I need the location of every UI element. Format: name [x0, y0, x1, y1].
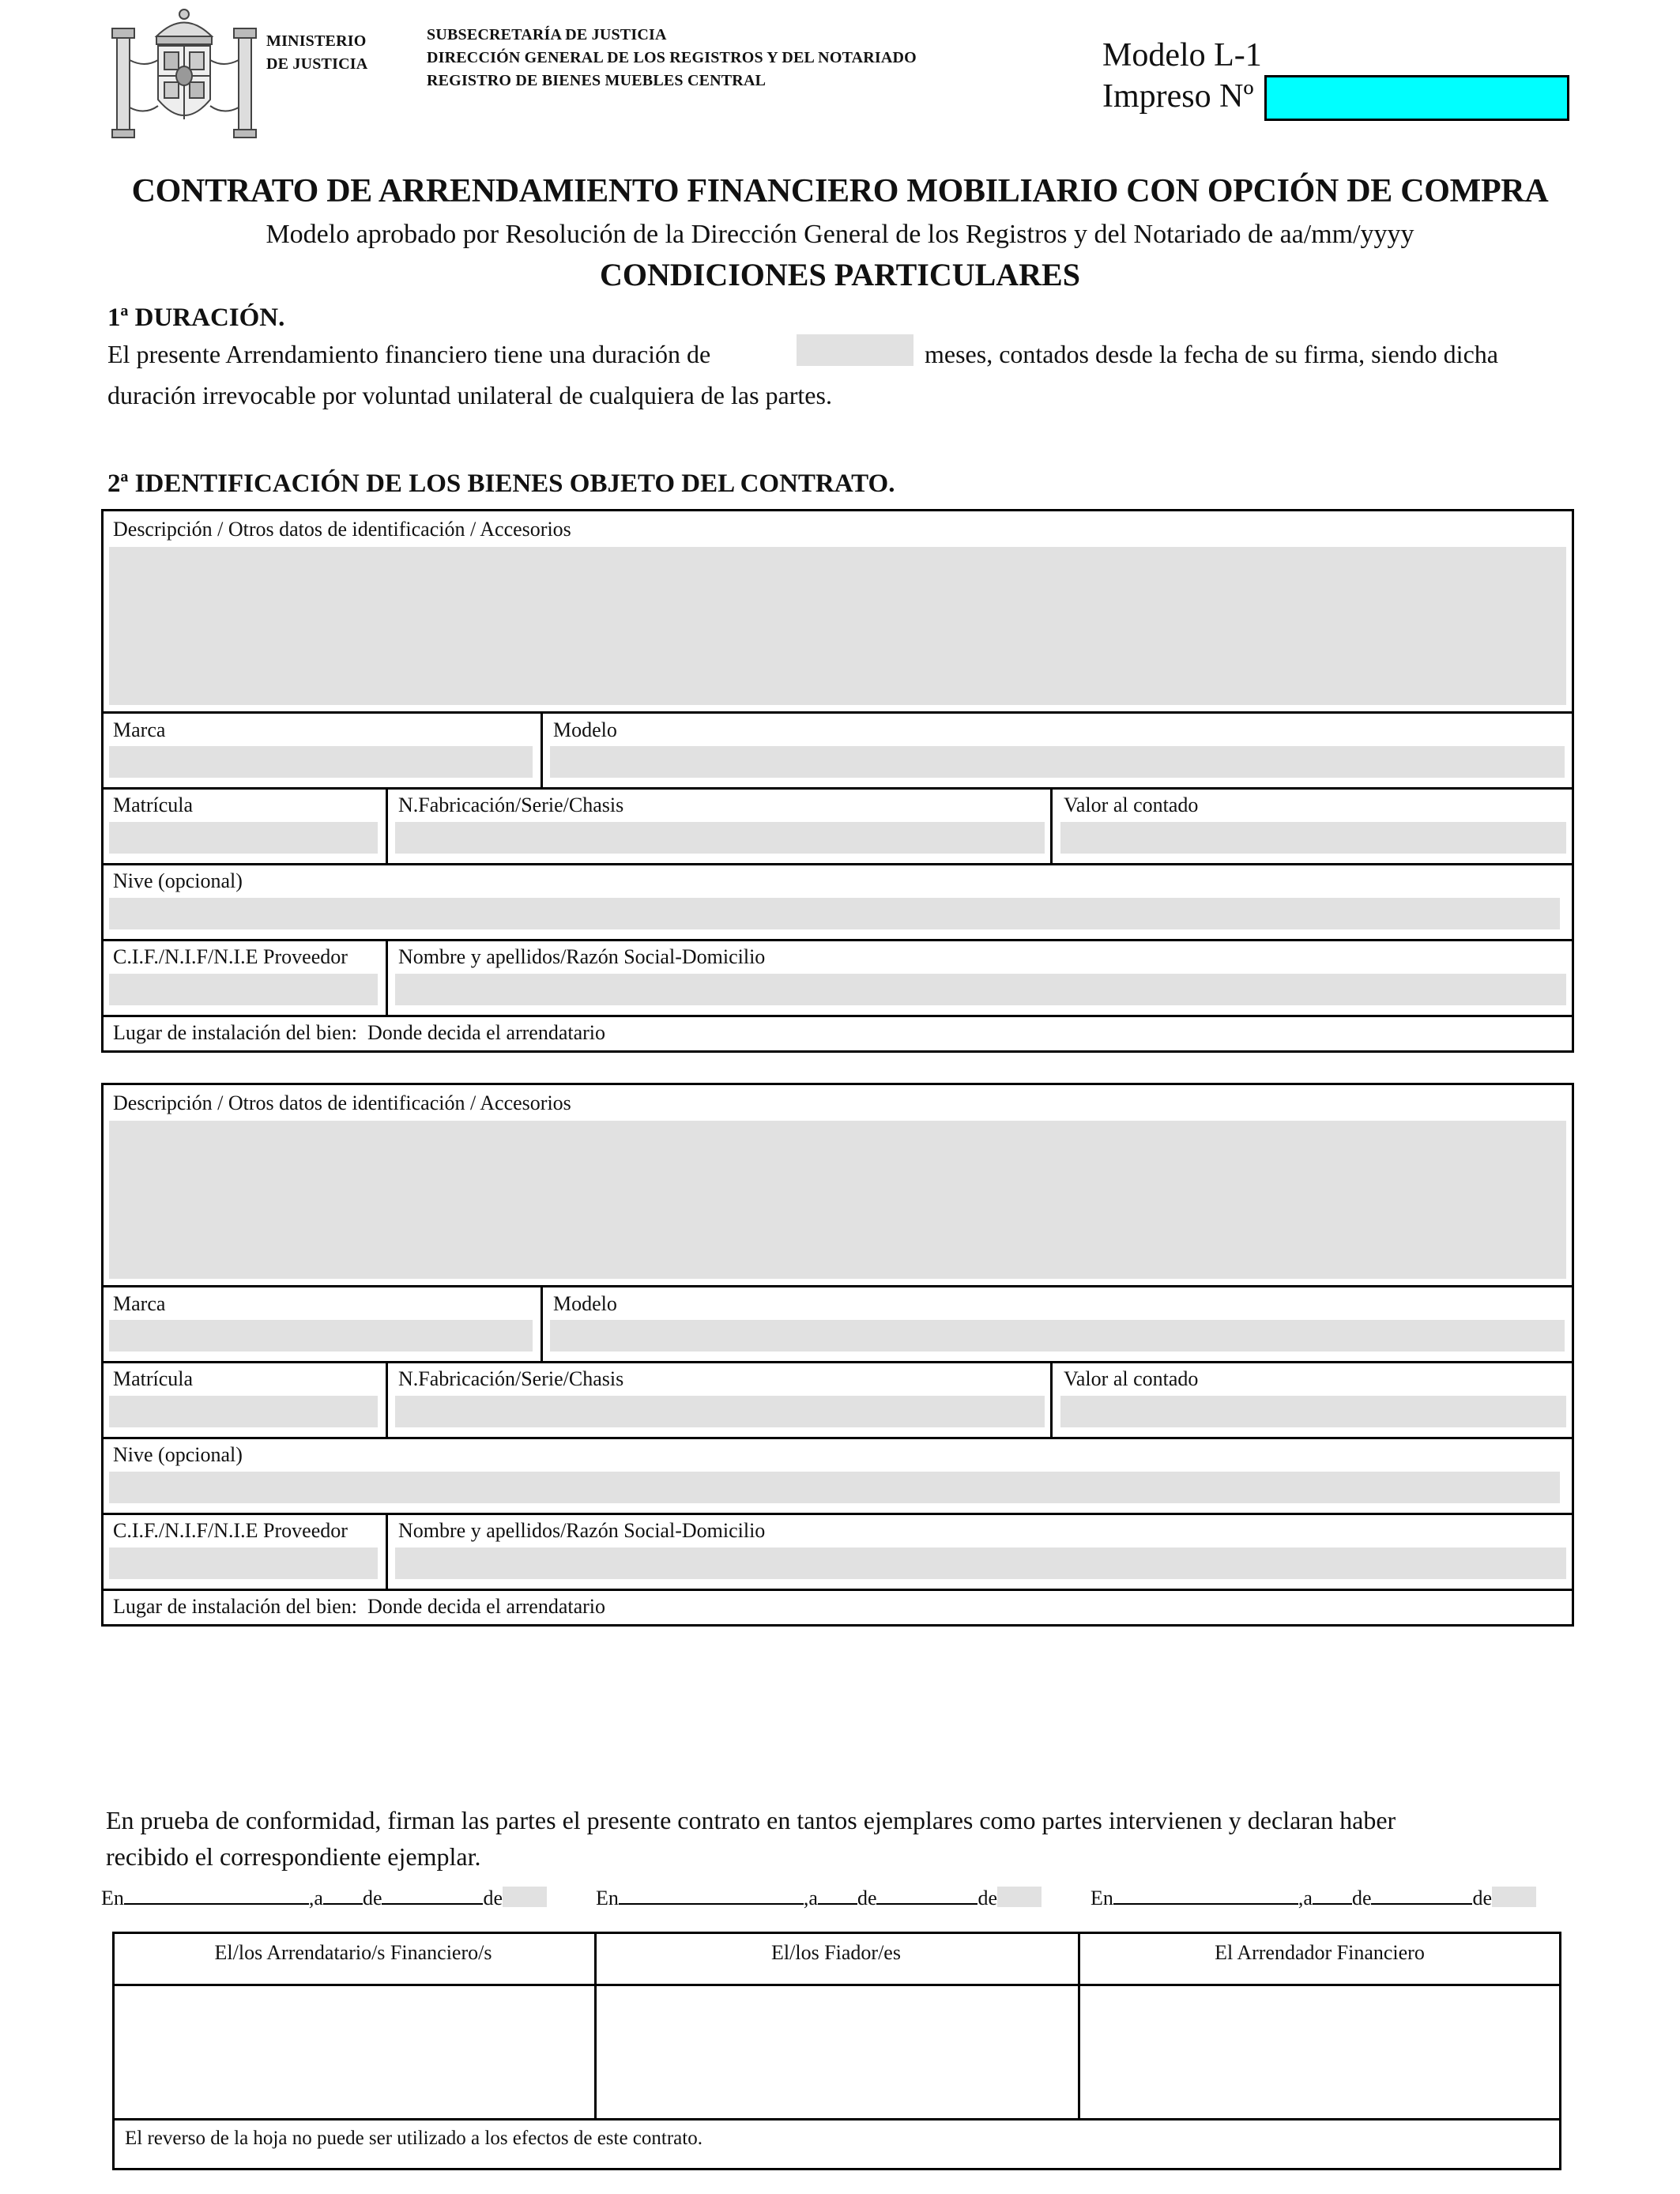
bien-1-valor-field[interactable]	[1060, 822, 1566, 854]
bien-1-modelo-field[interactable]	[550, 746, 1565, 778]
signatures-footer-note: El reverso de la hoja no puede ser utilizado a los efectos de este contrato.	[125, 2128, 703, 2149]
bien-1-descripcion-label: Descripción / Otros datos de identificación / Accesorios	[113, 518, 571, 541]
bien-2-marca-label: Marca	[113, 1292, 166, 1315]
bien-1-fabricacion-field[interactable]	[395, 822, 1045, 854]
bien-2-cif-label: C.I.F./N.I.F/N.I.E Proveedor	[113, 1519, 348, 1542]
date-2-de-1: de	[857, 1887, 877, 1909]
date-field-3[interactable]	[1090, 1886, 1536, 1910]
conformidad-line-1: En prueba de conformidad, firman las partes el presente contrato en tantos ejemplares como partes intervienen y declaran haber	[106, 1806, 1396, 1834]
signature-area-fiador[interactable]	[599, 1985, 1073, 2115]
modelo-label: Modelo L-1	[1102, 37, 1262, 74]
bien-1-marca-field[interactable]	[109, 746, 533, 778]
bien-1-nombre-field[interactable]	[395, 974, 1566, 1005]
bien-1-valor-label: Valor al contado	[1064, 794, 1199, 816]
bien-2-nombre-label: Nombre y apellidos/Razón Social-Domicilio	[398, 1519, 766, 1542]
date-1-de-2: de	[483, 1887, 503, 1909]
date-3-a: ,a	[1298, 1887, 1313, 1909]
bien-2-nive-field[interactable]	[109, 1472, 1560, 1503]
conditions-title: CONDICIONES PARTICULARES	[600, 257, 1080, 292]
bien-2-valor-label: Valor al contado	[1064, 1367, 1199, 1390]
duracion-text-before: El presente Arrendamiento financiero tiene una duración de	[107, 340, 711, 368]
bien-1-modelo-label: Modelo	[553, 718, 617, 741]
bien-2-modelo-label: Modelo	[553, 1292, 617, 1315]
bien-1-lugar	[113, 1021, 605, 1045]
date-3-de-2: de	[1472, 1887, 1493, 1909]
impreso-number-field[interactable]	[1264, 75, 1569, 121]
bien-1-matricula-field[interactable]	[109, 822, 378, 854]
date-1-de-1: de	[362, 1887, 382, 1909]
ministry-name	[266, 30, 367, 76]
date-field-2[interactable]	[596, 1886, 1042, 1910]
date-1-a: ,a	[308, 1887, 323, 1909]
dept-line-2: DIRECCIÓN GENERAL DE LOS REGISTROS Y DEL NOTARIADO	[427, 49, 917, 66]
bien-2-descripcion-label: Descripción / Otros datos de identificación / Accesorios	[113, 1091, 571, 1114]
bien-2-descripcion-field[interactable]	[109, 1121, 1566, 1279]
date-2-de-2: de	[977, 1887, 998, 1909]
signature-header-fiador: El/los Fiador/es	[771, 1941, 901, 1964]
bien-2-fabricacion-label: N.Fabricación/Serie/Chasis	[398, 1367, 624, 1390]
date-3-de-1: de	[1351, 1887, 1372, 1909]
bien-1-matricula-label: Matrícula	[113, 794, 194, 816]
duracion-months-field[interactable]	[797, 334, 913, 366]
bien-2-nive-label: Nive (opcional)	[113, 1443, 243, 1466]
duracion-heading: 1ª DURACIÓN.	[107, 303, 285, 332]
bien-2-cif-field[interactable]	[109, 1547, 378, 1579]
document-subtitle: Modelo aprobado por Resolución de la Dirección General de los Registros y del Notariado de aa/mm/yyyy	[266, 220, 1414, 249]
date-1-en: En	[101, 1887, 124, 1909]
bien-1-nombre-label: Nombre y apellidos/Razón Social-Domicilio	[398, 945, 766, 968]
bien-2-nombre-field[interactable]	[395, 1547, 1566, 1579]
signature-header-arrendador: El Arrendador Financiero	[1215, 1941, 1425, 1964]
duracion-text-line2: duración irrevocable por voluntad unilateral de cualquiera de las partes.	[107, 381, 832, 409]
bien-2-lugar	[113, 1595, 605, 1619]
date-2-en: En	[596, 1887, 619, 1909]
bien-1-cif-field[interactable]	[109, 974, 378, 1005]
impreso-label: Impreso Nº	[1102, 78, 1254, 115]
dept-line-3: REGISTRO DE BIENES MUEBLES CENTRAL	[427, 72, 767, 89]
bien-1-cif-label: C.I.F./N.I.F/N.I.E Proveedor	[113, 945, 348, 968]
bien-1-descripcion-field[interactable]	[109, 547, 1566, 705]
identificacion-heading: 2ª IDENTIFICACIÓN DE LOS BIENES OBJETO DEL CONTRATO.	[107, 469, 895, 498]
date-3-en: En	[1090, 1887, 1113, 1909]
department-block	[427, 24, 917, 92]
date-2-a: ,a	[803, 1887, 818, 1909]
bien-1-lugar-label: Lugar de instalación del bien:	[113, 1021, 358, 1044]
bien-2-fabricacion-field[interactable]	[395, 1396, 1045, 1427]
ministry-line-2: DE JUSTICIA	[266, 55, 368, 73]
bien-2-marca-field[interactable]	[109, 1320, 533, 1351]
dept-line-1: SUBSECRETARÍA DE JUSTICIA	[427, 26, 667, 43]
bien-2-matricula-field[interactable]	[109, 1396, 378, 1427]
bien-2-lugar-label: Lugar de instalación del bien:	[113, 1595, 358, 1618]
bien-1-lugar-value: Donde decida el arrendatario	[367, 1021, 606, 1044]
duracion-text-after: meses, contados desde la fecha de su firma, siendo dicha	[925, 340, 1498, 368]
coat-of-arms-logo	[109, 5, 259, 139]
bien-2-valor-field[interactable]	[1060, 1396, 1566, 1427]
conformidad-line-2: recibido el correspondiente ejemplar.	[106, 1842, 481, 1871]
ministry-line-1: MINISTERIO	[266, 32, 367, 50]
signature-area-arrendador[interactable]	[1083, 1985, 1557, 2115]
bien-1-nive-field[interactable]	[109, 898, 1560, 929]
bien-1-marca-label: Marca	[113, 718, 166, 741]
date-field-1[interactable]	[101, 1886, 547, 1910]
document-title: CONTRATO DE ARRENDAMIENTO FINANCIERO MOBILIARIO CON OPCIÓN DE COMPRA	[131, 173, 1549, 209]
bien-2-modelo-field[interactable]	[550, 1320, 1565, 1351]
signature-header-arrendatario: El/los Arrendatario/s Financiero/s	[214, 1941, 492, 1964]
bien-1-fabricacion-label: N.Fabricación/Serie/Chasis	[398, 794, 624, 816]
bien-1-nive-label: Nive (opcional)	[113, 869, 243, 892]
bien-2-lugar-value: Donde decida el arrendatario	[367, 1595, 606, 1618]
signature-area-arrendatario[interactable]	[117, 1985, 591, 2115]
bien-2-matricula-label: Matrícula	[113, 1367, 194, 1390]
